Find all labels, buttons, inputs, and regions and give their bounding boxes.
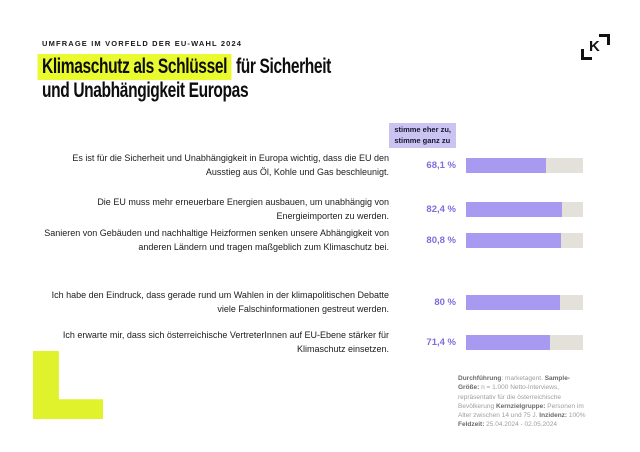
title-line-1 — [42, 55, 331, 79]
methodology-footnote: Durchführung: marketagent. Sample-Größe: n = 1.000 Netto-Interviews, repräsentativ für die österreichische Bevölkerung Kernzielgruppe: Personen im Alter zwischen 14 und 75 J. Inzidenz: 100% Feldzeit: 25.04.2024 - 02.05.2024 — [458, 375, 586, 429]
bar-fill — [466, 233, 561, 248]
logo-bracket-bottom-left-icon — [581, 49, 592, 60]
bar-track — [466, 158, 583, 173]
title-line-2: und Unabhängigkeit Europas — [42, 79, 249, 102]
statement-text: Ich habe den Eindruck, dass gerade rund um Wahlen in der klimapolitischen Debatte viele Falschinformationen gestreut werden. — [51, 290, 389, 314]
bar-fill — [466, 295, 560, 310]
chart-row — [42, 148, 583, 182]
statement-text: Sanieren von Gebäuden und nachhaltige Heizformen senken unsere Abhängigkeit von anderen Ländern und tragen maßgeblich zum Klimaschutz bei. — [44, 228, 389, 252]
percent-label: 68,1 % — [426, 159, 456, 171]
chart-row — [42, 223, 583, 257]
percent-label: 80 % — [434, 296, 456, 308]
chart-row — [42, 192, 583, 226]
bar-track — [466, 233, 583, 248]
statement-text: Die EU muss mehr erneuerbare Energien ausbauen, um unabhängig von Energieimporten zu werden. — [97, 197, 389, 221]
bar-track — [466, 335, 583, 350]
logo-letter: K — [589, 38, 600, 55]
bar-fill — [466, 202, 562, 217]
title-highlight: Klimaschutz als Schlüssel — [38, 54, 232, 80]
percent-label: 82,4 % — [426, 203, 456, 215]
page-title — [42, 55, 331, 103]
percent-label: 80,8 % — [426, 234, 456, 246]
bar-fill — [466, 158, 546, 173]
legend-line-2: stimme ganz zu — [394, 135, 451, 145]
chart-row — [42, 325, 583, 359]
corner-l-shape — [33, 351, 103, 419]
logo-bracket-top-right-icon — [599, 34, 610, 45]
percent-label: 71,4 % — [426, 336, 456, 348]
bar-track — [466, 295, 583, 310]
statement-text: Es ist für die Sicherheit und Unabhängigkeit in Europa wichtig, dass die EU den Ausstieg aus Öl, Kohle und Gas beschleunigt. — [72, 153, 389, 177]
chart-legend — [389, 123, 456, 148]
kontrast-logo — [581, 34, 613, 62]
chart-row — [42, 285, 583, 319]
bar-fill — [466, 335, 550, 350]
statement-text: Ich erwarte mir, dass sich österreichische VertreterInnen auf EU-Ebene stärker für Klimaschutz einsetzen. — [62, 330, 389, 354]
legend-line-1: stimme eher zu, — [394, 125, 451, 134]
bar-track — [466, 202, 583, 217]
title-rest: für Sicherheit — [235, 55, 331, 78]
eyebrow-label: UMFRAGE IM VORFELD DER EU-WAHL 2024 — [42, 39, 243, 48]
